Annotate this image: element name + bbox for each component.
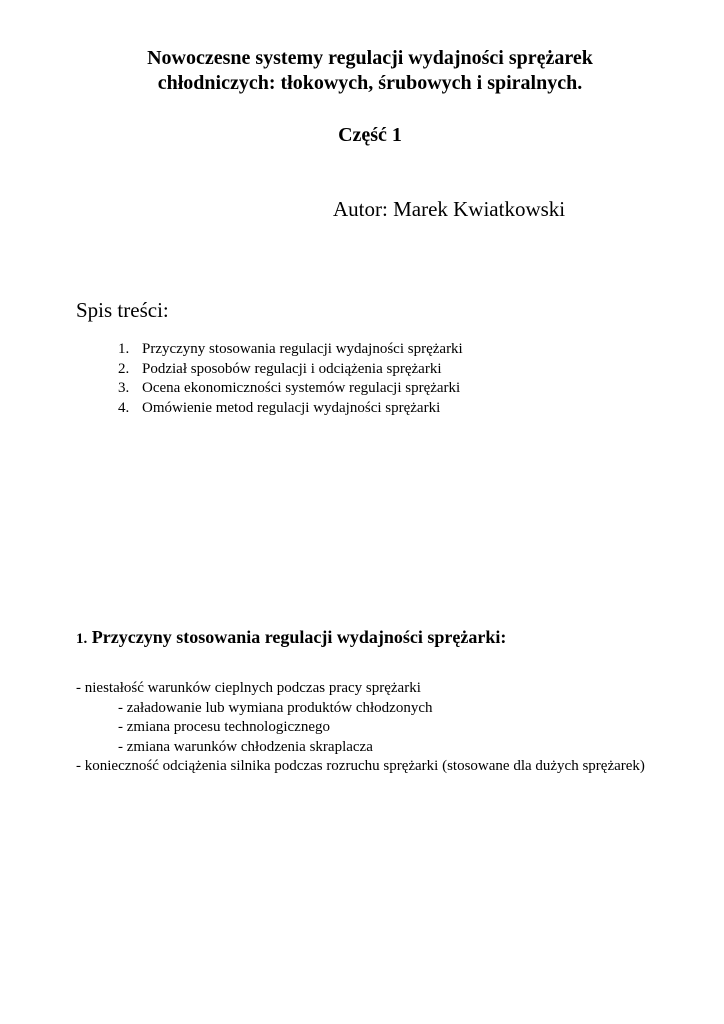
toc-item-text: Przyczyny stosowania regulacji wydajności sprężarki <box>142 341 463 357</box>
toc-item-text: Ocena ekonomiczności systemów regulacji sprężarki <box>142 380 461 396</box>
part-label: Część 1 <box>338 124 402 146</box>
sub-bullet-line: - zmiana procesu technologicznego <box>118 719 330 735</box>
title-line-2: chłodniczych: tłokowych, śrubowych i spiralnych. <box>157 72 583 94</box>
toc-heading: Spis treści: <box>76 298 169 322</box>
toc-item-number: 3. <box>118 380 130 396</box>
sub-bullet-line: - załadowanie lub wymiana produktów chłodzonych <box>118 699 433 716</box>
toc-item-number: 1. <box>118 341 130 357</box>
author-line: Autor: Marek Kwiatkowski <box>333 197 566 221</box>
bullet-line: - konieczność odciążenia silnika podczas rozruchu sprężarki (stosowane dla dużych sprężarek) <box>76 758 645 774</box>
toc-item <box>118 340 463 360</box>
toc-item-number: 4. <box>118 399 130 416</box>
section-1-number: 1. <box>76 631 88 647</box>
toc-item <box>118 360 463 380</box>
toc-list <box>118 340 463 418</box>
toc-item <box>118 379 463 399</box>
section-1-body <box>76 679 656 777</box>
sub-bullet-line: - zmiana warunków chłodzenia skraplacza <box>118 738 373 755</box>
toc-item-number: 2. <box>118 360 130 377</box>
section-1-title: Przyczyny stosowania regulacji wydajności sprężarki: <box>91 627 507 647</box>
section-1-heading <box>76 625 506 651</box>
title-line-1: Nowoczesne systemy regulacji wydajności sprężarek <box>147 47 593 69</box>
toc-item-text: Omówienie metod regulacji wydajności sprężarki <box>142 399 441 416</box>
toc-item-text: Podział sposobów regulacji i odciążenia sprężarki <box>142 360 442 377</box>
toc-item <box>118 399 463 419</box>
bullet-line: - niestałość warunków cieplnych podczas pracy sprężarki <box>76 680 421 696</box>
document-title <box>100 46 640 96</box>
